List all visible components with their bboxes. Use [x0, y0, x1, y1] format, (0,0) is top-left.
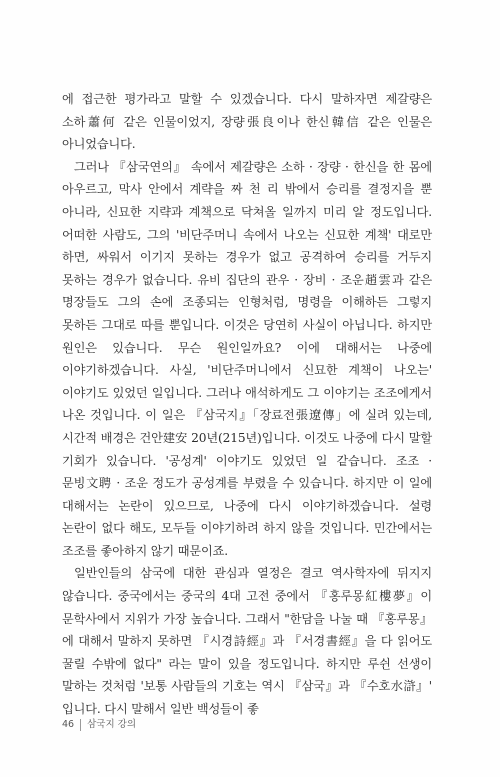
paragraph-2: 그러나 『삼국연의』 속에서 제갈량은 소하 · 장량 · 한신을 한 몸에 아우르고, 막사 안에서 계략을 짜 천 리 밖에서 승리를 결정지을 뿐 아니라, 신묘한 지략과 계책으로 닥쳐올 일까지 미리 알 정도입니다. 어떠한 사람도, 그의 '비단주머니 속에서 나오는 신묘한 계책' 대로만 하면, 싸워서 이기지 못하는 경우가 없고 공격하여 승리를 거두지 못하는 경우가 없습니다. 유비 집단의 관우 · 장비 · 조운趙雲과 같은 명장들도 그의 손에 조종되는 인형처럼, 명령을 이해하든 그렇지 못하든 그대로 따를 뿐입니다. 이것은 당연히 사실이 아닙니다. 하지만 원인은 있습니다. 무슨 원인일까요? 이에 대해서는 나중에 이야기하겠습니다. 사실, '비단주머니에서 신묘한 계책이 나오는' 이야기도 있었던 일입니다. 그러나 애석하게도 그 이야기는 조조에게서 나온 것입니다. 이 일은 『삼국지』「장료전張遼傳」에 실려 있는데, 시간적 배경은 건안建安 20년(215년)입니다. 이것도 나중에 다시 말할 기회가 있습니다. '공성계' 이야기도 있었던 일 같습니다. 조조 · 문빙文聘 · 조운 정도가 공성계를 부렸을 수 있습니다. 하지만 이 일에 대해서는 논란이 있으므로, 나중에 다시 이야기하겠습니다. 설령 논란이 없다 해도, 모두들 이야기하려 하지 않을 것입니다. 민간에서는 조조를 좋아하지 않기 때문이죠. [62, 159, 432, 558]
running-title: 삼국지 강의 [87, 719, 136, 730]
body-text [62, 88, 432, 721]
page-number: 46 [62, 719, 81, 731]
paragraph-1: 에 접근한 평가라고 말할 수 있겠습니다. 다시 말하자면 제갈량은 소하蕭何 같은 인물이었지, 장량張良이나 한신韓信 같은 인물은 아니었습니다. [62, 92, 432, 152]
page-footer [62, 716, 136, 734]
paragraph-3: 일반인들의 삼국에 대한 관심과 열정은 결코 역사학자에 뒤지지 않습니다. 중국에서는 중국의 4대 고전 중에서 『홍루몽紅樓夢』이 문학사에서 지위가 가장 높습니다. 그래서 "한담을 나눌 때 『홍루몽』에 대해서 말하지 못하면 『시경詩經』과 『서경書經』을 다 읽어도 꿀릴 수밖에 없다" 라는 말이 있을 정도입니다. 하지만 루쉰 선생이 말하는 것처럼 '보통 사람들의 기호는 역시 『삼국』과 『수호水滸』' 입니다. 다시 말해서 일반 백성들이 좋 [62, 566, 432, 717]
